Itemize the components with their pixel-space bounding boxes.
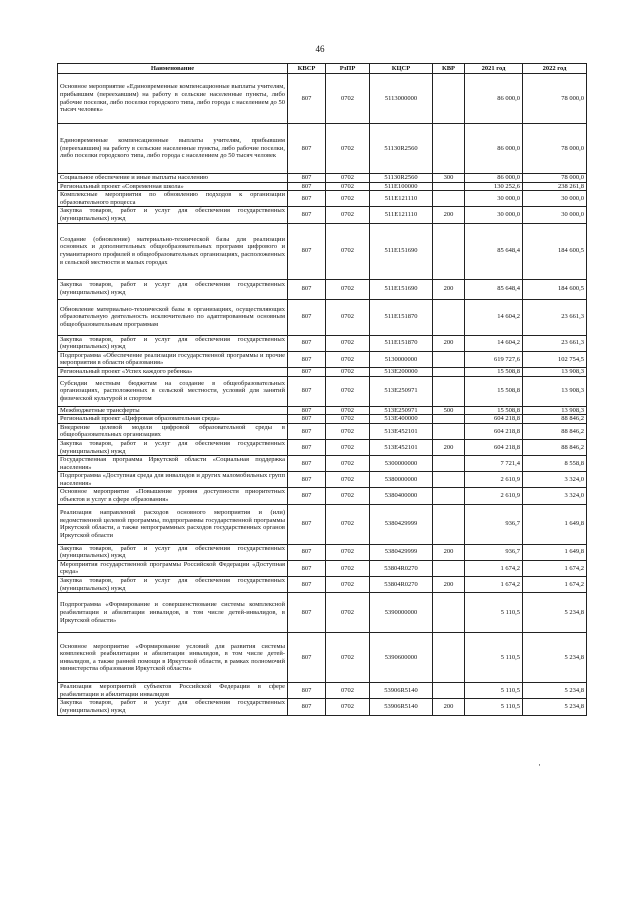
header-2021: 2021 год — [465, 64, 523, 74]
cell-kvr: 200 — [433, 577, 465, 593]
stray-dot: · — [538, 760, 541, 770]
cell-kvsr: 807 — [288, 223, 326, 279]
cell-y2021: 14 604,2 — [465, 299, 523, 335]
cell-kvr — [433, 74, 465, 124]
cell-kvr — [433, 504, 465, 544]
cell-kvsr: 807 — [288, 191, 326, 207]
cell-kcsr: 511E151870 — [370, 299, 433, 335]
header-kvsr: КВСР — [288, 64, 326, 74]
cell-kvr — [433, 415, 465, 424]
cell-y2022: 8 558,8 — [523, 456, 587, 472]
cell-name: Региональный проект «Успех каждого ребенка» — [58, 367, 288, 376]
header-rzpr: РзПР — [326, 64, 370, 74]
cell-kvsr: 807 — [288, 439, 326, 455]
cell-y2021: 85 648,4 — [465, 279, 523, 299]
cell-name: Закупка товаров, работ и услуг для обеспечения государственных (муниципальных) нужд — [58, 577, 288, 593]
cell-y2022: 184 600,5 — [523, 279, 587, 299]
table-row — [58, 207, 587, 223]
cell-name: Межбюджетные трансферты — [58, 406, 288, 415]
cell-y2022: 1 674,2 — [523, 560, 587, 576]
cell-kvr — [433, 560, 465, 576]
cell-rzpr: 0702 — [326, 472, 370, 488]
cell-rzpr: 0702 — [326, 207, 370, 223]
cell-kvr — [433, 456, 465, 472]
cell-y2021: 5 110,5 — [465, 633, 523, 683]
cell-y2022: 5 234,8 — [523, 699, 587, 715]
cell-y2021: 14 604,2 — [465, 335, 523, 351]
cell-rzpr: 0702 — [326, 544, 370, 560]
cell-kcsr: 511E151690 — [370, 279, 433, 299]
cell-kvr — [433, 124, 465, 174]
cell-kvr: 500 — [433, 406, 465, 415]
cell-y2022: 78 000,0 — [523, 74, 587, 124]
cell-kvsr: 807 — [288, 174, 326, 183]
cell-kcsr: 513E200000 — [370, 367, 433, 376]
cell-y2021: 15 508,8 — [465, 367, 523, 376]
cell-y2021: 1 674,2 — [465, 577, 523, 593]
cell-y2022: 3 324,0 — [523, 488, 587, 504]
cell-name: Реализация направлений расходов основного мероприятия и (или) ведомственной целевой программы, подпрограммы государственной программы Иркутской области, а также непрограммных расходов государственных органов Иркутской области — [58, 504, 288, 544]
cell-name: Подпрограмма «Формирование и совершенствование системы комплексной реабилитации и абилитации инвалидов, в том числе детей-инвалидов, в Иркутской области» — [58, 593, 288, 633]
cell-kvr — [433, 633, 465, 683]
cell-name: Государственная программа Иркутской области «Социальная поддержка населения» — [58, 456, 288, 472]
cell-kvr — [433, 191, 465, 207]
cell-name: Внедрение целевой модели цифровой образовательной среды в общеобразовательных организациях — [58, 423, 288, 439]
cell-y2022: 5 234,8 — [523, 593, 587, 633]
cell-rzpr: 0702 — [326, 191, 370, 207]
cell-y2021: 130 252,6 — [465, 182, 523, 191]
cell-kcsr: 511E121110 — [370, 207, 433, 223]
cell-kvsr: 807 — [288, 376, 326, 406]
cell-kcsr: 513E250971 — [370, 406, 433, 415]
cell-y2022: 5 234,8 — [523, 633, 587, 683]
cell-kvsr: 807 — [288, 699, 326, 715]
cell-name: Региональный проект «Цифровая образовательная среда» — [58, 415, 288, 424]
cell-kcsr: 51130R2560 — [370, 174, 433, 183]
cell-y2022: 1 649,8 — [523, 504, 587, 544]
cell-y2022: 23 661,3 — [523, 299, 587, 335]
table-row — [58, 74, 587, 124]
cell-name: Социальное обеспечение и иные выплаты населению — [58, 174, 288, 183]
cell-name: Подпрограмма «Доступная среда для инвалидов и других маломобильных групп населения» — [58, 472, 288, 488]
cell-name: Субсидии местным бюджетам на создание в общеобразовательных организациях, расположенных в сельской местности, условий для занятий физической культурой и спортом — [58, 376, 288, 406]
cell-y2022: 13 908,3 — [523, 376, 587, 406]
cell-kvsr: 807 — [288, 456, 326, 472]
cell-kvr — [433, 299, 465, 335]
cell-rzpr: 0702 — [326, 406, 370, 415]
cell-kvsr: 807 — [288, 683, 326, 699]
cell-kvsr: 807 — [288, 182, 326, 191]
cell-rzpr: 0702 — [326, 577, 370, 593]
cell-kvr — [433, 593, 465, 633]
cell-y2021: 936,7 — [465, 504, 523, 544]
cell-y2021: 1 674,2 — [465, 560, 523, 576]
cell-kvsr: 807 — [288, 472, 326, 488]
cell-kvsr: 807 — [288, 560, 326, 576]
header-name: Наименование — [58, 64, 288, 74]
cell-rzpr: 0702 — [326, 279, 370, 299]
cell-kvsr: 807 — [288, 488, 326, 504]
table-row — [58, 182, 587, 191]
cell-rzpr: 0702 — [326, 488, 370, 504]
cell-kcsr: 5390600000 — [370, 633, 433, 683]
cell-y2022: 30 000,0 — [523, 207, 587, 223]
page-number: 46 — [315, 44, 325, 54]
cell-kvsr: 807 — [288, 335, 326, 351]
table-row — [58, 376, 587, 406]
header-kcsr: КЦСР — [370, 64, 433, 74]
cell-kvr: 200 — [433, 207, 465, 223]
cell-kcsr: 5113000000 — [370, 74, 433, 124]
cell-y2021: 7 721,4 — [465, 456, 523, 472]
cell-y2022: 13 908,3 — [523, 406, 587, 415]
budget-table — [57, 63, 587, 716]
table-row — [58, 367, 587, 376]
cell-kcsr: 53906R5140 — [370, 699, 433, 715]
cell-rzpr: 0702 — [326, 504, 370, 544]
cell-kcsr: 511E100000 — [370, 182, 433, 191]
cell-kvsr: 807 — [288, 74, 326, 124]
cell-y2021: 604 218,8 — [465, 415, 523, 424]
cell-rzpr: 0702 — [326, 223, 370, 279]
table-row — [58, 593, 587, 633]
cell-name: Подпрограмма «Обеспечение реализации государственной программы и прочие мероприятия в области образования» — [58, 351, 288, 367]
cell-rzpr: 0702 — [326, 560, 370, 576]
table-row — [58, 488, 587, 504]
cell-kvr: 200 — [433, 699, 465, 715]
cell-y2021: 2 610,9 — [465, 472, 523, 488]
cell-kvr — [433, 472, 465, 488]
cell-y2021: 85 648,4 — [465, 223, 523, 279]
cell-kvsr: 807 — [288, 406, 326, 415]
table-row — [58, 124, 587, 174]
cell-kcsr: 5380000000 — [370, 472, 433, 488]
table-row — [58, 415, 587, 424]
cell-y2022: 23 661,3 — [523, 335, 587, 351]
cell-rzpr: 0702 — [326, 683, 370, 699]
header-kvr: КВР — [433, 64, 465, 74]
table-row — [58, 504, 587, 544]
cell-kcsr: 5130000000 — [370, 351, 433, 367]
cell-name: Единовременные компенсационные выплаты учителям, прибывшим (переехавшим) на работу в сельские населенные пункты, либо рабочие поселки, либо поселки городского типа, либо города с населением до 50 тысяч человек — [58, 124, 288, 174]
cell-kvsr: 807 — [288, 423, 326, 439]
table-row — [58, 699, 587, 715]
cell-y2022: 1 649,8 — [523, 544, 587, 560]
table-row — [58, 439, 587, 455]
table-row — [58, 560, 587, 576]
cell-rzpr: 0702 — [326, 124, 370, 174]
cell-kcsr: 513E452101 — [370, 439, 433, 455]
cell-kvr — [433, 182, 465, 191]
cell-kvsr: 807 — [288, 351, 326, 367]
table-row — [58, 174, 587, 183]
cell-kvsr: 807 — [288, 124, 326, 174]
cell-y2022: 30 000,0 — [523, 191, 587, 207]
cell-y2021: 30 000,0 — [465, 191, 523, 207]
cell-kvr — [433, 351, 465, 367]
cell-y2022: 238 261,8 — [523, 182, 587, 191]
cell-rzpr: 0702 — [326, 593, 370, 633]
cell-name: Закупка товаров, работ и услуг для обеспечения государственных (муниципальных) нужд — [58, 699, 288, 715]
cell-y2021: 604 218,8 — [465, 439, 523, 455]
cell-name: Основное мероприятие «Единовременные компенсационные выплаты учителям, прибывшим (переехавшим) на работу в сельские населенные пункты, либо рабочие поселки, либо поселки городского типа, либо города с населением до 50 тысяч человек» — [58, 74, 288, 124]
cell-kcsr: 513E452101 — [370, 423, 433, 439]
cell-kvsr: 807 — [288, 415, 326, 424]
cell-kcsr: 513E400000 — [370, 415, 433, 424]
cell-y2021: 30 000,0 — [465, 207, 523, 223]
cell-name: Закупка товаров, работ и услуг для обеспечения государственных (муниципальных) нужд — [58, 207, 288, 223]
cell-rzpr: 0702 — [326, 367, 370, 376]
cell-y2022: 78 000,0 — [523, 174, 587, 183]
cell-y2022: 88 846,2 — [523, 415, 587, 424]
cell-y2022: 1 674,2 — [523, 577, 587, 593]
cell-kvr — [433, 223, 465, 279]
cell-kvsr: 807 — [288, 577, 326, 593]
table-row — [58, 299, 587, 335]
cell-y2021: 15 508,8 — [465, 376, 523, 406]
cell-kvsr: 807 — [288, 279, 326, 299]
cell-name: Обновление материально-технической базы в организациях, осуществляющих образовательную деятельность исключительно по адаптированным основным общеобразовательным программам — [58, 299, 288, 335]
cell-rzpr: 0702 — [326, 456, 370, 472]
cell-kcsr: 5380429999 — [370, 544, 433, 560]
table-row — [58, 279, 587, 299]
cell-y2021: 604 218,8 — [465, 423, 523, 439]
cell-kcsr: 511E151690 — [370, 223, 433, 279]
cell-name: Основное мероприятие «Повышение уровня доступности приоритетных объектов и услуг в сфере образования» — [58, 488, 288, 504]
table-row — [58, 351, 587, 367]
cell-kcsr: 513E250971 — [370, 376, 433, 406]
cell-kvr: 200 — [433, 544, 465, 560]
cell-kcsr: 5380429999 — [370, 504, 433, 544]
cell-kvr: 300 — [433, 174, 465, 183]
cell-rzpr: 0702 — [326, 376, 370, 406]
cell-rzpr: 0702 — [326, 74, 370, 124]
cell-name: Комплексные мероприятия по обновлению подходов к организации образовательного процесса — [58, 191, 288, 207]
cell-kvsr: 807 — [288, 593, 326, 633]
table-row — [58, 544, 587, 560]
cell-kcsr: 511E151870 — [370, 335, 433, 351]
cell-kcsr: 5380400000 — [370, 488, 433, 504]
cell-kvr — [433, 488, 465, 504]
cell-kcsr: 5300000000 — [370, 456, 433, 472]
cell-y2021: 619 727,6 — [465, 351, 523, 367]
cell-y2022: 5 234,8 — [523, 683, 587, 699]
cell-y2021: 936,7 — [465, 544, 523, 560]
cell-y2022: 102 754,5 — [523, 351, 587, 367]
cell-name: Создание (обновление) материально-технической базы для реализации основных и дополнительных общеобразовательных программ цифрового и гуманитарного профилей в общеобразовательных организациях, расположенных в сельской местности и малых городах — [58, 223, 288, 279]
cell-kvsr: 807 — [288, 367, 326, 376]
cell-y2022: 78 000,0 — [523, 124, 587, 174]
cell-kcsr: 51130R2560 — [370, 124, 433, 174]
cell-rzpr: 0702 — [326, 439, 370, 455]
cell-rzpr: 0702 — [326, 335, 370, 351]
header-2022: 2022 год — [523, 64, 587, 74]
cell-name: Основное мероприятие «Формирование условий для развития системы комплексной реабилитации и абилитации инвалидов, в том числе детей-инвалидов, а также ранней помощи в Иркутской области, в рамках полномочий министерства образования Иркутской области» — [58, 633, 288, 683]
cell-name: Региональный проект «Современная школа» — [58, 182, 288, 191]
table-row — [58, 456, 587, 472]
table-row — [58, 472, 587, 488]
cell-rzpr: 0702 — [326, 174, 370, 183]
cell-name: Мероприятия государственной программы Российской Федерации «Доступная среда» — [58, 560, 288, 576]
table-header-row — [58, 64, 587, 74]
cell-kcsr: 53804R0270 — [370, 577, 433, 593]
cell-name: Закупка товаров, работ и услуг для обеспечения государственных (муниципальных) нужд — [58, 279, 288, 299]
table-row — [58, 191, 587, 207]
cell-rzpr: 0702 — [326, 699, 370, 715]
cell-y2021: 86 000,0 — [465, 174, 523, 183]
cell-y2022: 13 908,3 — [523, 367, 587, 376]
cell-rzpr: 0702 — [326, 415, 370, 424]
table-row — [58, 423, 587, 439]
cell-y2022: 88 846,2 — [523, 423, 587, 439]
cell-y2021: 15 508,8 — [465, 406, 523, 415]
cell-kvsr: 807 — [288, 504, 326, 544]
cell-rzpr: 0702 — [326, 299, 370, 335]
cell-rzpr: 0702 — [326, 633, 370, 683]
cell-kvsr: 807 — [288, 299, 326, 335]
cell-rzpr: 0702 — [326, 182, 370, 191]
cell-name: Реализация мероприятий субъектов Российской Федерации в сфере реабилитации и абилитации инвалидов — [58, 683, 288, 699]
table-row — [58, 683, 587, 699]
cell-kvr — [433, 423, 465, 439]
cell-kvr: 200 — [433, 335, 465, 351]
cell-name: Закупка товаров, работ и услуг для обеспечения государственных (муниципальных) нужд — [58, 335, 288, 351]
cell-y2021: 2 610,9 — [465, 488, 523, 504]
cell-kcsr: 511E121110 — [370, 191, 433, 207]
cell-y2021: 86 000,0 — [465, 124, 523, 174]
cell-y2022: 3 324,0 — [523, 472, 587, 488]
table-row — [58, 577, 587, 593]
cell-y2021: 5 110,5 — [465, 699, 523, 715]
cell-name: Закупка товаров, работ и услуг для обеспечения государственных (муниципальных) нужд — [58, 544, 288, 560]
table-row — [58, 335, 587, 351]
cell-y2022: 184 600,5 — [523, 223, 587, 279]
cell-rzpr: 0702 — [326, 351, 370, 367]
table-row — [58, 633, 587, 683]
table-row — [58, 406, 587, 415]
cell-kvr — [433, 683, 465, 699]
cell-y2022: 88 846,2 — [523, 439, 587, 455]
cell-y2021: 5 110,5 — [465, 683, 523, 699]
cell-kvr — [433, 376, 465, 406]
cell-kvr: 200 — [433, 279, 465, 299]
cell-kvsr: 807 — [288, 544, 326, 560]
cell-kcsr: 53906R5140 — [370, 683, 433, 699]
cell-y2021: 86 000,0 — [465, 74, 523, 124]
cell-kcsr: 53804R0270 — [370, 560, 433, 576]
cell-kvsr: 807 — [288, 633, 326, 683]
table-row — [58, 223, 587, 279]
cell-rzpr: 0702 — [326, 423, 370, 439]
cell-kvsr: 807 — [288, 207, 326, 223]
cell-kvr: 200 — [433, 439, 465, 455]
cell-kcsr: 5390000000 — [370, 593, 433, 633]
cell-y2021: 5 110,5 — [465, 593, 523, 633]
cell-name: Закупка товаров, работ и услуг для обеспечения государственных (муниципальных) нужд — [58, 439, 288, 455]
cell-kvr — [433, 367, 465, 376]
